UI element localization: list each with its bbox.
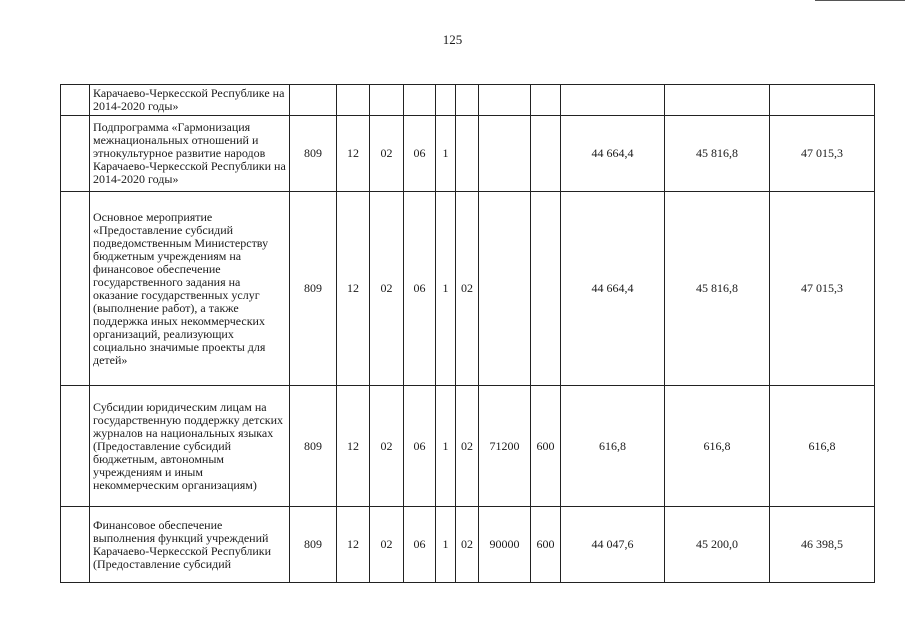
section-code-cell: 12 — [337, 116, 370, 192]
event-code-cell: 02 — [456, 192, 479, 386]
subprogram-code-cell: 1 — [436, 386, 456, 507]
section-code-cell: 12 — [337, 192, 370, 386]
number-cell — [61, 116, 90, 192]
section-code-cell — [337, 85, 370, 116]
program-code-cell: 06 — [404, 192, 436, 386]
sum-2018-cell — [561, 85, 665, 116]
event-code-cell: 02 — [456, 386, 479, 507]
number-cell — [61, 192, 90, 386]
number-cell — [61, 85, 90, 116]
sum-2018-cell: 44 664,4 — [561, 192, 665, 386]
sum-2020-cell: 616,8 — [770, 386, 875, 507]
subsection-code-cell: 02 — [370, 507, 404, 583]
sum-2019-cell: 45 200,0 — [665, 507, 770, 583]
sum-2019-cell: 45 816,8 — [665, 192, 770, 386]
direction-code-cell — [479, 192, 531, 386]
subprogram-code-cell — [436, 85, 456, 116]
number-cell — [61, 386, 90, 507]
sum-2020-cell: 46 398,5 — [770, 507, 875, 583]
event-code-cell — [456, 85, 479, 116]
expense-type-cell: 600 — [531, 386, 561, 507]
sum-2018-cell: 616,8 — [561, 386, 665, 507]
description-cell: Основное мероприятие «Предоставление субсидий подведомственным Министерству бюджетным учреждениям на финансовое обеспечение государственного задания на оказание государственных услуг (выполнение работ), а также поддержка иных некоммерческих организаций, реализующих социально значимые проекты для детей» — [90, 192, 290, 386]
sum-2019-cell: 616,8 — [665, 386, 770, 507]
ministry-code-cell: 809 — [290, 507, 337, 583]
description-cell: Подпрограмма «Гармонизация межнациональных отношений и этнокультурное развитие народов Карачаево-Черкесской Республики на 2014-2020 годы» — [90, 116, 290, 192]
corner-scan-line — [815, 0, 905, 1]
table-row — [61, 85, 875, 116]
table-row — [61, 116, 875, 192]
sum-2018-cell: 44 047,6 — [561, 507, 665, 583]
ministry-code-cell: 809 — [290, 192, 337, 386]
sum-2019-cell — [665, 85, 770, 116]
number-cell — [61, 507, 90, 583]
page-number: 125 — [442, 32, 463, 47]
expense-type-cell: 600 — [531, 507, 561, 583]
table-row — [61, 192, 875, 386]
program-code-cell: 06 — [404, 116, 436, 192]
subsection-code-cell: 02 — [370, 386, 404, 507]
sum-2020-cell — [770, 85, 875, 116]
section-code-cell: 12 — [337, 386, 370, 507]
subsection-code-cell: 02 — [370, 116, 404, 192]
ministry-code-cell — [290, 85, 337, 116]
subprogram-code-cell: 1 — [436, 507, 456, 583]
direction-code-cell — [479, 85, 531, 116]
event-code-cell: 02 — [456, 507, 479, 583]
subsection-code-cell: 02 — [370, 192, 404, 386]
ministry-code-cell: 809 — [290, 386, 337, 507]
subsection-code-cell — [370, 85, 404, 116]
sum-2020-cell: 47 015,3 — [770, 116, 875, 192]
direction-code-cell: 71200 — [479, 386, 531, 507]
program-code-cell — [404, 85, 436, 116]
table-row — [61, 507, 875, 583]
program-code-cell: 06 — [404, 386, 436, 507]
budget-table — [60, 84, 875, 583]
direction-code-cell — [479, 116, 531, 192]
sum-2019-cell: 45 816,8 — [665, 116, 770, 192]
direction-code-cell: 90000 — [479, 507, 531, 583]
program-code-cell: 06 — [404, 507, 436, 583]
description-cell: Субсидии юридическим лицам на государственную поддержку детских журналов на национальных языках (Предоставление субсидий бюджетным, автономным учреждениям и иным некоммерческим организациям) — [90, 386, 290, 507]
description-cell: Карачаево-Черкесской Республике на 2014-2020 годы» — [90, 85, 290, 116]
table-row — [61, 386, 875, 507]
expense-type-cell — [531, 192, 561, 386]
expense-type-cell — [531, 85, 561, 116]
description-cell: Финансовое обеспечение выполнения функций учреждений Карачаево-Черкесской Республики (Предоставление субсидий — [90, 507, 290, 583]
event-code-cell — [456, 116, 479, 192]
subprogram-code-cell: 1 — [436, 116, 456, 192]
sum-2020-cell: 47 015,3 — [770, 192, 875, 386]
subprogram-code-cell: 1 — [436, 192, 456, 386]
ministry-code-cell: 809 — [290, 116, 337, 192]
sum-2018-cell: 44 664,4 — [561, 116, 665, 192]
expense-type-cell — [531, 116, 561, 192]
section-code-cell: 12 — [337, 507, 370, 583]
